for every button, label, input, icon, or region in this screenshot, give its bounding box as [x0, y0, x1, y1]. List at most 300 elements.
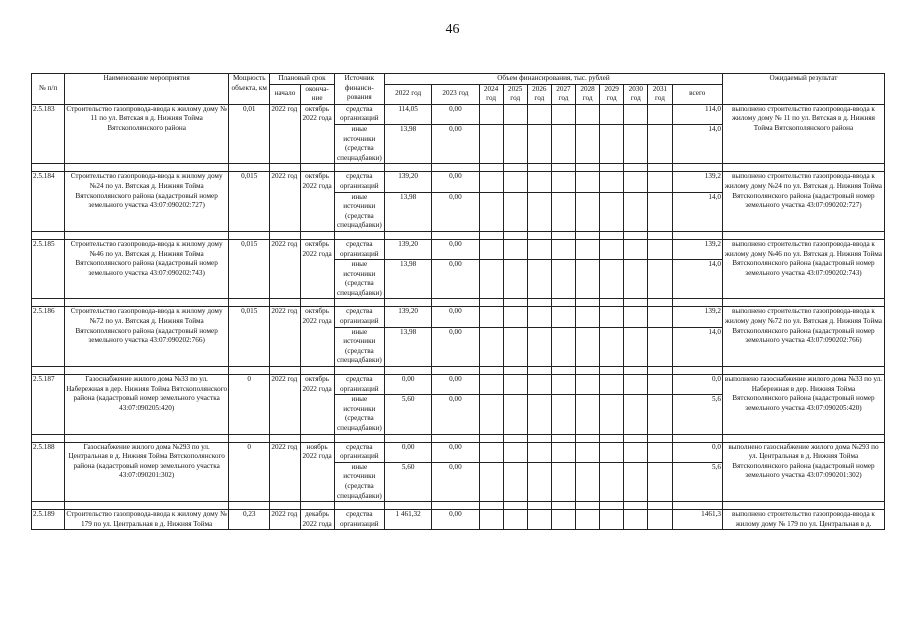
- row-result: выполнено газоснабжение жилого дома №293 по ул. Центральная в д. Нижняя Тойма Вятскополянского района (кадастровый номер земельного участка 43:07:090201:302): [722, 442, 884, 502]
- row-value-2022: 0,00: [384, 442, 431, 462]
- gap-cell: [648, 164, 672, 172]
- row-value-empty: [527, 375, 551, 395]
- row-value-empty: [624, 327, 648, 366]
- gap-cell: [527, 231, 551, 239]
- gap-cell: [32, 367, 65, 375]
- funding-table: [31, 73, 885, 530]
- gap-cell: [600, 367, 624, 375]
- row-total: 0,0: [672, 442, 722, 462]
- header-result: Ожидаемый результат: [722, 74, 884, 105]
- header-year: 2030 год: [624, 84, 648, 104]
- row-value-empty: [503, 260, 527, 299]
- row-end: октябрь 2022 года: [300, 172, 334, 232]
- row-start: 2022 год: [270, 510, 300, 530]
- gap-cell: [270, 502, 300, 510]
- row-value-empty: [503, 124, 527, 163]
- gap-cell: [32, 164, 65, 172]
- gap-cell: [270, 164, 300, 172]
- row-value-empty: [648, 327, 672, 366]
- gap-cell: [432, 164, 479, 172]
- row-value-empty: [600, 375, 624, 395]
- row-source: иные источники (средства спецнадбавки): [334, 462, 384, 501]
- gap-cell: [300, 367, 334, 375]
- gap-cell: [576, 502, 600, 510]
- gap-cell: [384, 367, 431, 375]
- row-value-empty: [648, 307, 672, 327]
- gap-cell: [527, 299, 551, 307]
- row-value-empty: [527, 327, 551, 366]
- row-value-empty: [576, 307, 600, 327]
- row-value-2022: 13,98: [384, 260, 431, 299]
- row-gap: [32, 367, 885, 375]
- row-end: октябрь 2022 года: [300, 239, 334, 299]
- row-result: выполнено газоснабжение жилого дома №33 по ул. Набережная в дер. Нижняя Тойма Вятскополянского района (кадастровый номер земельного участка 43:07:090205:420): [722, 375, 884, 435]
- row-value-empty: [503, 375, 527, 395]
- row-value-empty: [551, 239, 575, 259]
- gap-cell: [672, 299, 722, 307]
- gap-cell: [65, 231, 229, 239]
- row-capacity: 0: [229, 442, 270, 502]
- row-value-empty: [600, 239, 624, 259]
- row-source: средства организаций: [334, 239, 384, 259]
- row-value-empty: [648, 395, 672, 434]
- gap-cell: [527, 502, 551, 510]
- header-capacity: Мощность объекта, км: [229, 74, 270, 105]
- gap-cell: [600, 299, 624, 307]
- row-value-empty: [527, 395, 551, 434]
- row-total: 14,0: [672, 327, 722, 366]
- row-source: иные источники (средства спецнадбавки): [334, 124, 384, 163]
- row-number: 2.5.183: [32, 104, 65, 164]
- row-value-empty: [600, 104, 624, 124]
- gap-cell: [432, 299, 479, 307]
- row-value-empty: [624, 104, 648, 124]
- row-value-empty: [576, 104, 600, 124]
- row-value-2023: 0,00: [432, 442, 479, 462]
- row-value-2022: 5,60: [384, 462, 431, 501]
- row-value-empty: [576, 260, 600, 299]
- row-value-empty: [624, 375, 648, 395]
- row-value-empty: [479, 192, 503, 231]
- row-value-empty: [648, 172, 672, 192]
- gap-cell: [270, 434, 300, 442]
- gap-cell: [624, 502, 648, 510]
- row-source: средства организаций: [334, 104, 384, 124]
- row-source: средства организаций: [334, 307, 384, 327]
- gap-cell: [65, 434, 229, 442]
- row-name: Строительство газопровода-ввода к жилому дому №46 по ул. Вятская д. Нижняя Тойма Вятскополянского района (кадастровый номер земельного участка 43:07:090202:743): [65, 239, 229, 299]
- row-source: иные источники (средства спецнадбавки): [334, 192, 384, 231]
- row-end: октябрь 2022 года: [300, 104, 334, 164]
- gap-cell: [600, 164, 624, 172]
- row-value-empty: [503, 172, 527, 192]
- gap-cell: [229, 299, 270, 307]
- row-value-empty: [551, 307, 575, 327]
- row-end: декабрь 2022 года: [300, 510, 334, 530]
- row-value-empty: [503, 239, 527, 259]
- header-year: 2026 год: [527, 84, 551, 104]
- gap-cell: [648, 502, 672, 510]
- row-value-empty: [648, 260, 672, 299]
- row-name: Строительство газопровода-ввода к жилому дому № 179 по ул. Центральная в д. Нижняя Тойма: [65, 510, 229, 530]
- gap-cell: [300, 299, 334, 307]
- row-number: 2.5.187: [32, 375, 65, 435]
- gap-cell: [270, 231, 300, 239]
- gap-cell: [648, 299, 672, 307]
- row-value-empty: [527, 260, 551, 299]
- row-value-empty: [551, 192, 575, 231]
- row-value-empty: [527, 462, 551, 501]
- header-year: 2031 год: [648, 84, 672, 104]
- gap-cell: [576, 367, 600, 375]
- row-name: Строительство газопровода-ввода к жилому дому №72 по ул. Вятская д. Нижняя Тойма Вятскополянского района (кадастровый номер земельного участка 43:07:090202:766): [65, 307, 229, 367]
- gap-cell: [270, 299, 300, 307]
- row-start: 2022 год: [270, 172, 300, 232]
- row-value-2022: 114,05: [384, 104, 431, 124]
- gap-cell: [300, 231, 334, 239]
- table-row: [32, 307, 885, 327]
- header-year: 2028 год: [576, 84, 600, 104]
- gap-cell: [334, 164, 384, 172]
- row-value-2022: 13,98: [384, 124, 431, 163]
- row-capacity: 0,23: [229, 510, 270, 530]
- row-value-empty: [527, 307, 551, 327]
- gap-cell: [300, 164, 334, 172]
- row-value-empty: [503, 104, 527, 124]
- row-value-empty: [479, 442, 503, 462]
- header-num: № п/п: [32, 74, 65, 105]
- header-source: Источник финанси-рования: [334, 74, 384, 105]
- gap-cell: [270, 367, 300, 375]
- gap-cell: [65, 164, 229, 172]
- row-source: средства организаций: [334, 375, 384, 395]
- row-source: иные источники (средства спецнадбавки): [334, 260, 384, 299]
- row-value-empty: [600, 260, 624, 299]
- row-value-empty: [527, 192, 551, 231]
- row-value-empty: [648, 104, 672, 124]
- row-gap: [32, 299, 885, 307]
- gap-cell: [672, 434, 722, 442]
- row-value-empty: [600, 510, 624, 530]
- row-gap: [32, 502, 885, 510]
- row-total: 5,6: [672, 462, 722, 501]
- gap-cell: [600, 502, 624, 510]
- row-capacity: 0,015: [229, 239, 270, 299]
- row-name: Газоснабжение жилого дома №33 по ул. Набережная в дер. Нижняя Тойма Вятскополянского района (кадастровый номер земельного участка 43:07:090205:420): [65, 375, 229, 435]
- gap-cell: [229, 231, 270, 239]
- row-value-empty: [624, 307, 648, 327]
- row-source: средства организаций: [334, 172, 384, 192]
- gap-cell: [503, 502, 527, 510]
- row-total: 139,2: [672, 239, 722, 259]
- gap-cell: [334, 502, 384, 510]
- row-value-2022: 0,00: [384, 375, 431, 395]
- gap-cell: [648, 367, 672, 375]
- gap-cell: [334, 299, 384, 307]
- row-result: выполнено строительство газопровода-ввода к жилому дому №72 по ул. Вятская д. Нижняя Тойма Вятскополянского района (кадастровый номер земельного участка 43:07:090202:766): [722, 307, 884, 367]
- row-total: 14,0: [672, 192, 722, 231]
- row-start: 2022 год: [270, 307, 300, 367]
- gap-cell: [576, 164, 600, 172]
- row-value-2023: 0,00: [432, 462, 479, 501]
- gap-cell: [624, 299, 648, 307]
- row-number: 2.5.188: [32, 442, 65, 502]
- row-value-2023: 0,00: [432, 192, 479, 231]
- row-value-empty: [551, 124, 575, 163]
- gap-cell: [384, 502, 431, 510]
- row-value-2022: 13,98: [384, 192, 431, 231]
- gap-cell: [672, 367, 722, 375]
- gap-cell: [722, 164, 884, 172]
- gap-cell: [722, 367, 884, 375]
- row-value-2023: 0,00: [432, 172, 479, 192]
- row-value-empty: [479, 239, 503, 259]
- row-value-empty: [527, 510, 551, 530]
- row-value-empty: [479, 307, 503, 327]
- row-result: выполнено строительство газопровода-ввода к жилому дому №24 по ул. Вятская д. Нижняя Тойма Вятскополянского района (кадастровый номер земельного участка 43:07:090202:727): [722, 172, 884, 232]
- row-value-empty: [576, 375, 600, 395]
- row-value-2023: 0,00: [432, 510, 479, 530]
- gap-cell: [624, 231, 648, 239]
- gap-cell: [551, 164, 575, 172]
- row-value-empty: [576, 327, 600, 366]
- row-value-empty: [551, 395, 575, 434]
- gap-cell: [503, 231, 527, 239]
- row-result: выполнено строительство газопровода-ввода к жилому дому №46 по ул. Вятская д. Нижняя Тойма Вятскополянского района (кадастровый номер земельного участка 43:07:090202:743): [722, 239, 884, 299]
- row-value-empty: [648, 510, 672, 530]
- gap-cell: [722, 502, 884, 510]
- row-total: 0,0: [672, 375, 722, 395]
- row-value-empty: [479, 327, 503, 366]
- gap-cell: [648, 434, 672, 442]
- row-value-empty: [576, 510, 600, 530]
- row-total: 5,6: [672, 395, 722, 434]
- gap-cell: [722, 231, 884, 239]
- gap-cell: [32, 502, 65, 510]
- row-source: иные источники (средства спецнадбавки): [334, 327, 384, 366]
- row-value-2023: 0,00: [432, 395, 479, 434]
- row-value-2023: 0,00: [432, 104, 479, 124]
- row-start: 2022 год: [270, 104, 300, 164]
- header-planned-term: Плановый срок: [270, 74, 334, 85]
- row-value-empty: [479, 124, 503, 163]
- row-name: Газоснабжение жилого дома №293 по ул. Центральная в д. Нижняя Тойма Вятскополянского района (кадастровый номер земельного участка 43:07:090201:302): [65, 442, 229, 502]
- row-value-empty: [648, 375, 672, 395]
- row-value-2022: 1 461,32: [384, 510, 431, 530]
- row-name: Строительство газопровода-ввода к жилому дому №24 по ул. Вятская д. Нижняя Тойма Вятскополянского района (кадастровый номер земельного участка 43:07:090202:727): [65, 172, 229, 232]
- header-total: всего: [672, 84, 722, 104]
- header-start: начало: [270, 84, 300, 104]
- row-value-empty: [551, 104, 575, 124]
- row-total: 139,2: [672, 307, 722, 327]
- row-value-empty: [600, 462, 624, 501]
- gap-cell: [576, 434, 600, 442]
- gap-cell: [527, 434, 551, 442]
- gap-cell: [432, 367, 479, 375]
- row-value-2022: 139,20: [384, 172, 431, 192]
- header-name: Наименование мероприятия: [65, 74, 229, 105]
- row-value-empty: [624, 510, 648, 530]
- gap-cell: [624, 367, 648, 375]
- gap-cell: [600, 231, 624, 239]
- header-funding: Объем финансирования, тыс. рублей: [384, 74, 722, 85]
- row-gap: [32, 164, 885, 172]
- gap-cell: [551, 434, 575, 442]
- header-year: 2024 год: [479, 84, 503, 104]
- header-year: 2025 год: [503, 84, 527, 104]
- gap-cell: [384, 434, 431, 442]
- row-value-empty: [624, 395, 648, 434]
- row-value-empty: [479, 375, 503, 395]
- row-value-empty: [600, 307, 624, 327]
- row-value-empty: [648, 192, 672, 231]
- row-value-empty: [479, 104, 503, 124]
- row-value-empty: [551, 442, 575, 462]
- table-row: [32, 104, 885, 124]
- gap-cell: [503, 367, 527, 375]
- row-source: иные источники (средства спецнадбавки): [334, 395, 384, 434]
- gap-cell: [672, 231, 722, 239]
- row-value-2022: 139,20: [384, 239, 431, 259]
- row-end: ноябрь 2022 года: [300, 442, 334, 502]
- gap-cell: [32, 299, 65, 307]
- row-capacity: 0: [229, 375, 270, 435]
- row-total: 14,0: [672, 124, 722, 163]
- row-value-2023: 0,00: [432, 260, 479, 299]
- row-value-2022: 5,60: [384, 395, 431, 434]
- row-value-empty: [479, 260, 503, 299]
- table-row: [32, 172, 885, 192]
- row-value-empty: [648, 124, 672, 163]
- gap-cell: [65, 299, 229, 307]
- row-value-empty: [479, 395, 503, 434]
- row-value-empty: [551, 260, 575, 299]
- gap-cell: [300, 502, 334, 510]
- gap-cell: [479, 434, 503, 442]
- gap-cell: [479, 299, 503, 307]
- gap-cell: [300, 434, 334, 442]
- row-source: средства организаций: [334, 510, 384, 530]
- gap-cell: [384, 231, 431, 239]
- row-value-2022: 13,98: [384, 327, 431, 366]
- row-value-empty: [624, 260, 648, 299]
- gap-cell: [432, 502, 479, 510]
- gap-cell: [648, 231, 672, 239]
- row-number: 2.5.185: [32, 239, 65, 299]
- table-row: [32, 375, 885, 395]
- row-value-empty: [503, 327, 527, 366]
- row-end: октябрь 2022 года: [300, 375, 334, 435]
- row-value-empty: [600, 442, 624, 462]
- row-value-empty: [479, 510, 503, 530]
- gap-cell: [479, 231, 503, 239]
- row-value-empty: [527, 172, 551, 192]
- row-value-empty: [503, 462, 527, 501]
- gap-cell: [65, 367, 229, 375]
- row-gap: [32, 434, 885, 442]
- row-total: 114,0: [672, 104, 722, 124]
- header-year: 2023 год: [432, 84, 479, 104]
- row-result: выполнено строительство газопровода-ввода к жилому дому № 11 по ул. Вятская в д. Нижняя Тойма Вятскополянского района: [722, 104, 884, 164]
- gap-cell: [722, 299, 884, 307]
- row-value-empty: [624, 192, 648, 231]
- row-total: 139,2: [672, 172, 722, 192]
- gap-cell: [551, 367, 575, 375]
- gap-cell: [672, 164, 722, 172]
- gap-cell: [384, 164, 431, 172]
- gap-cell: [551, 231, 575, 239]
- row-value-2023: 0,00: [432, 327, 479, 366]
- gap-cell: [551, 299, 575, 307]
- row-value-2023: 0,00: [432, 124, 479, 163]
- row-value-2023: 0,00: [432, 239, 479, 259]
- row-value-empty: [624, 172, 648, 192]
- gap-cell: [229, 164, 270, 172]
- row-total: 1461,3: [672, 510, 722, 530]
- gap-cell: [722, 434, 884, 442]
- gap-cell: [527, 367, 551, 375]
- gap-cell: [479, 367, 503, 375]
- gap-cell: [576, 231, 600, 239]
- row-value-empty: [551, 510, 575, 530]
- header-year: 2029 год: [600, 84, 624, 104]
- table-row: [32, 442, 885, 462]
- row-value-empty: [479, 462, 503, 501]
- row-value-empty: [600, 192, 624, 231]
- row-value-empty: [527, 124, 551, 163]
- row-start: 2022 год: [270, 375, 300, 435]
- row-value-empty: [576, 124, 600, 163]
- table-row: [32, 510, 885, 530]
- row-number: 2.5.189: [32, 510, 65, 530]
- row-capacity: 0,015: [229, 172, 270, 232]
- row-value-empty: [576, 395, 600, 434]
- row-start: 2022 год: [270, 239, 300, 299]
- gap-cell: [503, 164, 527, 172]
- row-value-empty: [576, 172, 600, 192]
- row-value-empty: [527, 104, 551, 124]
- row-value-empty: [648, 442, 672, 462]
- row-value-empty: [527, 239, 551, 259]
- row-value-empty: [600, 172, 624, 192]
- row-value-empty: [479, 172, 503, 192]
- row-value-empty: [503, 442, 527, 462]
- row-value-empty: [551, 327, 575, 366]
- row-value-empty: [576, 462, 600, 501]
- header-year: 2027 год: [551, 84, 575, 104]
- gap-cell: [229, 502, 270, 510]
- gap-cell: [479, 502, 503, 510]
- row-total: 14,0: [672, 260, 722, 299]
- gap-cell: [432, 434, 479, 442]
- row-value-empty: [624, 462, 648, 501]
- page-number: 46: [445, 22, 460, 37]
- gap-cell: [432, 231, 479, 239]
- row-value-empty: [503, 395, 527, 434]
- row-value-empty: [648, 239, 672, 259]
- row-value-empty: [503, 510, 527, 530]
- row-value-empty: [600, 327, 624, 366]
- row-value-empty: [576, 442, 600, 462]
- row-gap: [32, 231, 885, 239]
- row-value-2022: 139,20: [384, 307, 431, 327]
- gap-cell: [334, 434, 384, 442]
- row-capacity: 0,015: [229, 307, 270, 367]
- row-value-empty: [503, 307, 527, 327]
- gap-cell: [551, 502, 575, 510]
- gap-cell: [503, 299, 527, 307]
- gap-cell: [576, 299, 600, 307]
